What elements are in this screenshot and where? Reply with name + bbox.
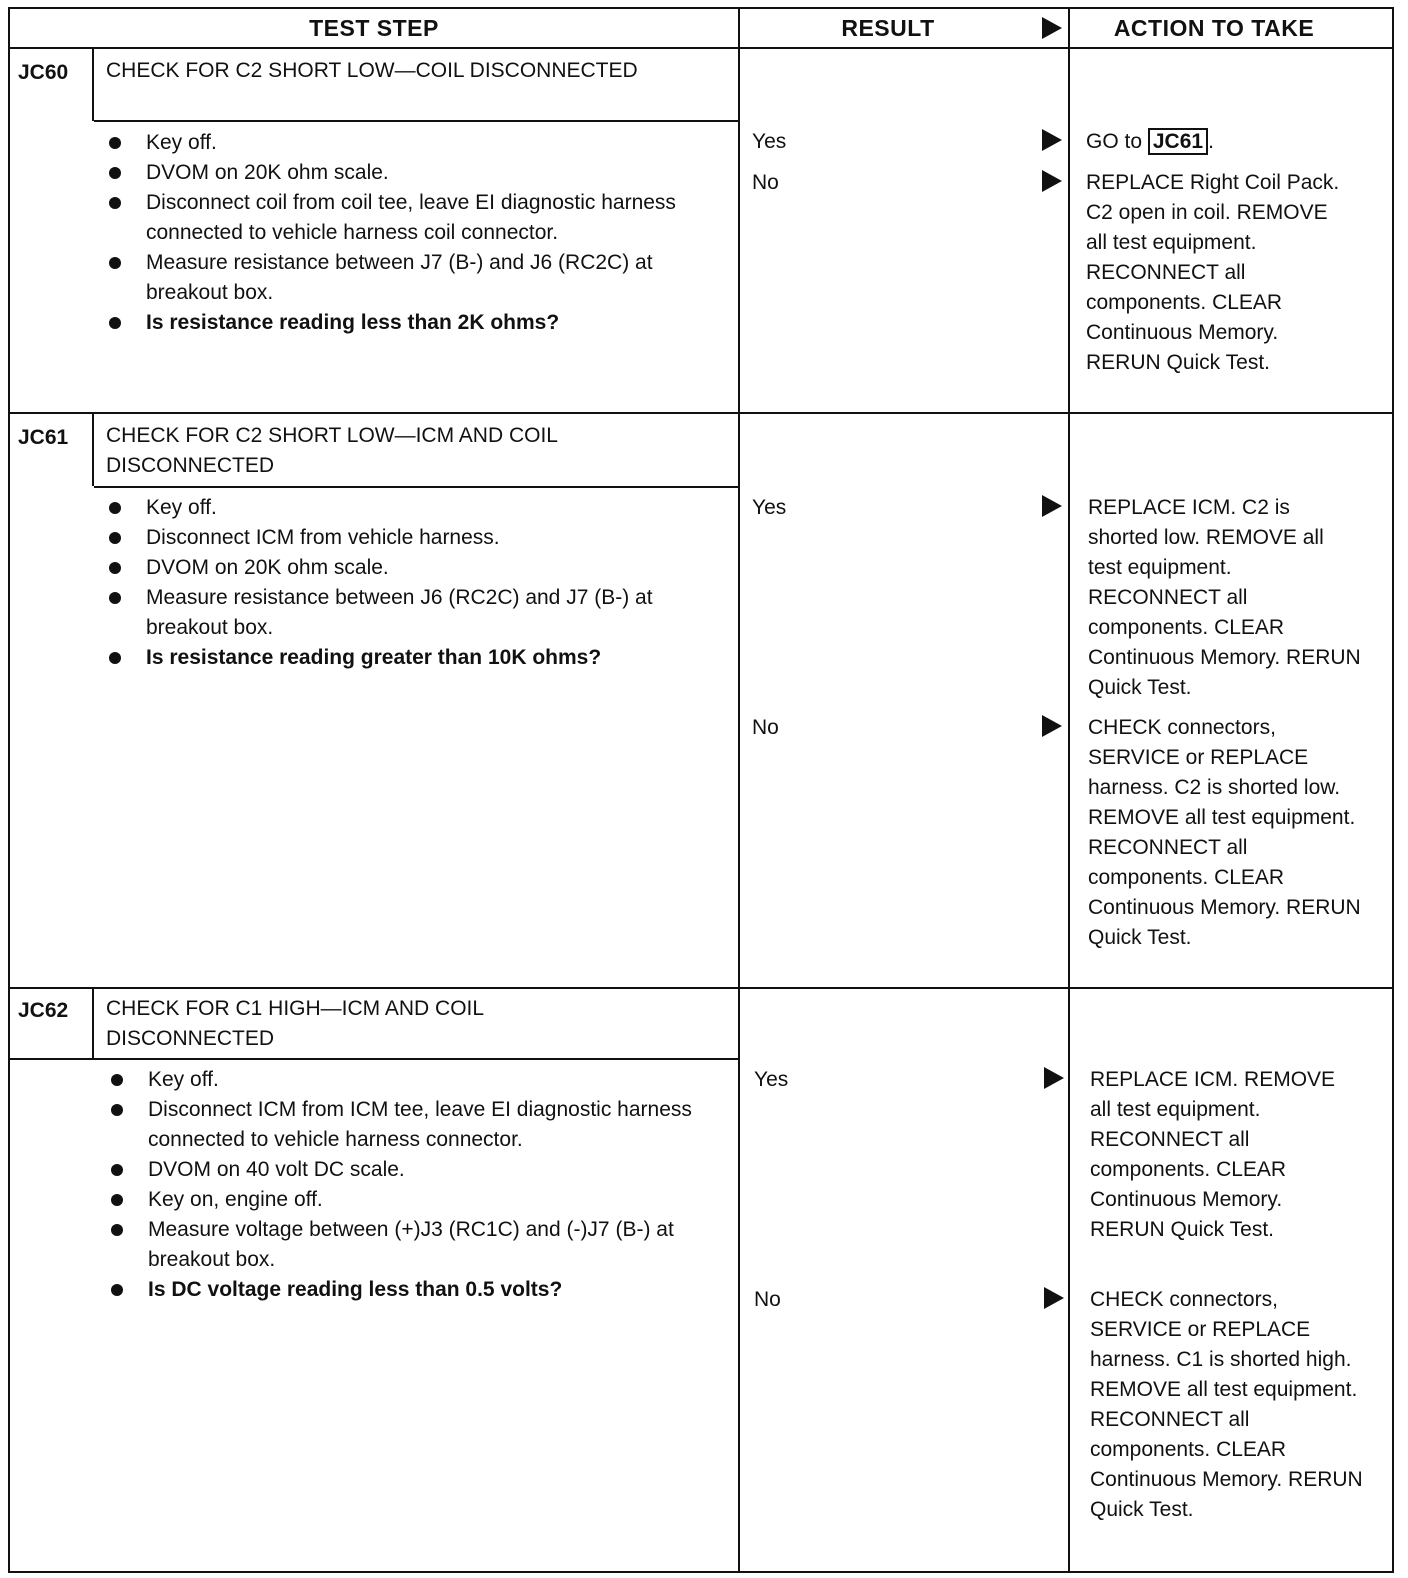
header-action: ACTION TO TAKE: [1113, 14, 1315, 41]
step-list: [102, 1065, 702, 1305]
step-item: Key off.: [100, 128, 690, 158]
title-underline: [94, 120, 738, 122]
result-arrow-icon: [1044, 1287, 1064, 1309]
column-divider-step: [738, 7, 740, 1573]
step-item: DVOM on 40 volt DC scale.: [102, 1155, 702, 1185]
step-title: CHECK FOR C2 SHORT LOW—ICM AND COIL DISCONNECTED: [106, 424, 558, 477]
step-code: JC61: [18, 426, 69, 449]
step-item: DVOM on 20K ohm scale.: [100, 553, 700, 583]
action-text: REPLACE Right Coil Pack. C2 open in coil. REMOVE all test equipment. RECONNECT all components. CLEAR Continuous Memory. RERUN Quick Test.: [1086, 171, 1340, 374]
code-divider: [92, 988, 94, 1058]
code-divider: [92, 413, 94, 486]
step-item: Key on, engine off.: [102, 1185, 702, 1215]
action-text: REPLACE ICM. REMOVE all test equipment. RECONNECT all components. CLEAR Continuous Memory. RERUN Quick Test.: [1090, 1068, 1336, 1241]
step-item: Measure voltage between (+)J3 (RC1C) and (-)J7 (B-) at breakout box.: [102, 1215, 702, 1275]
action-suffix: .: [1208, 130, 1214, 153]
step-code: JC60: [18, 61, 69, 84]
result-no: No: [752, 171, 779, 194]
step-question: Is resistance reading less than 2K ohms?: [100, 308, 690, 338]
step-item: Key off.: [100, 493, 700, 523]
result-arrow-icon: [1042, 129, 1062, 151]
step-item: Disconnect ICM from ICM tee, leave EI diagnostic harness connected to vehicle harness connector.: [102, 1095, 702, 1155]
result-no: No: [754, 1288, 781, 1311]
code-divider: [92, 48, 94, 121]
result-yes: Yes: [752, 496, 787, 519]
title-underline: [94, 486, 738, 488]
step-title: CHECK FOR C1 HIGH—ICM AND COIL DISCONNECTED: [106, 997, 484, 1050]
step-item: Disconnect coil from coil tee, leave EI diagnostic harness connected to vehicle harness coil connector.: [100, 188, 690, 248]
header-divider: [8, 47, 1394, 49]
title-underline: [10, 1058, 738, 1060]
result-yes: Yes: [754, 1068, 789, 1091]
row-divider: [8, 412, 1394, 414]
step-list: [100, 128, 690, 338]
result-no: No: [752, 716, 779, 739]
action-text: CHECK connectors, SERVICE or REPLACE harness. C1 is shorted high. REMOVE all test equipment. RECONNECT all components. CLEAR Continuous Memory. RERUN Quick Test.: [1090, 1288, 1363, 1521]
step-code: JC62: [18, 999, 69, 1022]
step-reference-link[interactable]: JC61: [1148, 128, 1208, 155]
result-arrow-icon: [1044, 1067, 1064, 1089]
step-item: DVOM on 20K ohm scale.: [100, 158, 690, 188]
action-text: [1086, 127, 1371, 157]
action-text: REPLACE ICM. C2 is shorted low. REMOVE all test equipment. RECONNECT all components. CLEAR Continuous Memory. RERUN Quick Test.: [1088, 496, 1361, 699]
step-item: Disconnect ICM from vehicle harness.: [100, 523, 700, 553]
action-text: CHECK connectors, SERVICE or REPLACE harness. C2 is shorted low. REMOVE all test equipment. RECONNECT all components. CLEAR Continuous Memory. RERUN Quick Test.: [1088, 716, 1361, 949]
step-list: [100, 493, 700, 673]
header-test-step: TEST STEP: [309, 14, 439, 41]
column-divider-action: [1068, 7, 1070, 1573]
step-item: Measure resistance between J7 (B-) and J6 (RC2C) at breakout box.: [100, 248, 690, 308]
result-arrow-icon: [1042, 495, 1062, 517]
result-arrow-icon: [1042, 170, 1062, 192]
row-divider: [8, 987, 1394, 989]
header-arrow-icon: [1042, 17, 1062, 39]
step-item: Key off.: [102, 1065, 702, 1095]
result-arrow-icon: [1042, 715, 1062, 737]
step-title: CHECK FOR C2 SHORT LOW—COIL DISCONNECTED: [106, 59, 638, 82]
result-yes: Yes: [752, 130, 787, 153]
header-result: RESULT: [841, 14, 935, 41]
step-question: Is DC voltage reading less than 0.5 volts?: [102, 1275, 702, 1305]
action-prefix: GO to: [1086, 130, 1143, 153]
step-item: Measure resistance between J6 (RC2C) and J7 (B-) at breakout box.: [100, 583, 700, 643]
step-question: Is resistance reading greater than 10K ohms?: [100, 643, 700, 673]
